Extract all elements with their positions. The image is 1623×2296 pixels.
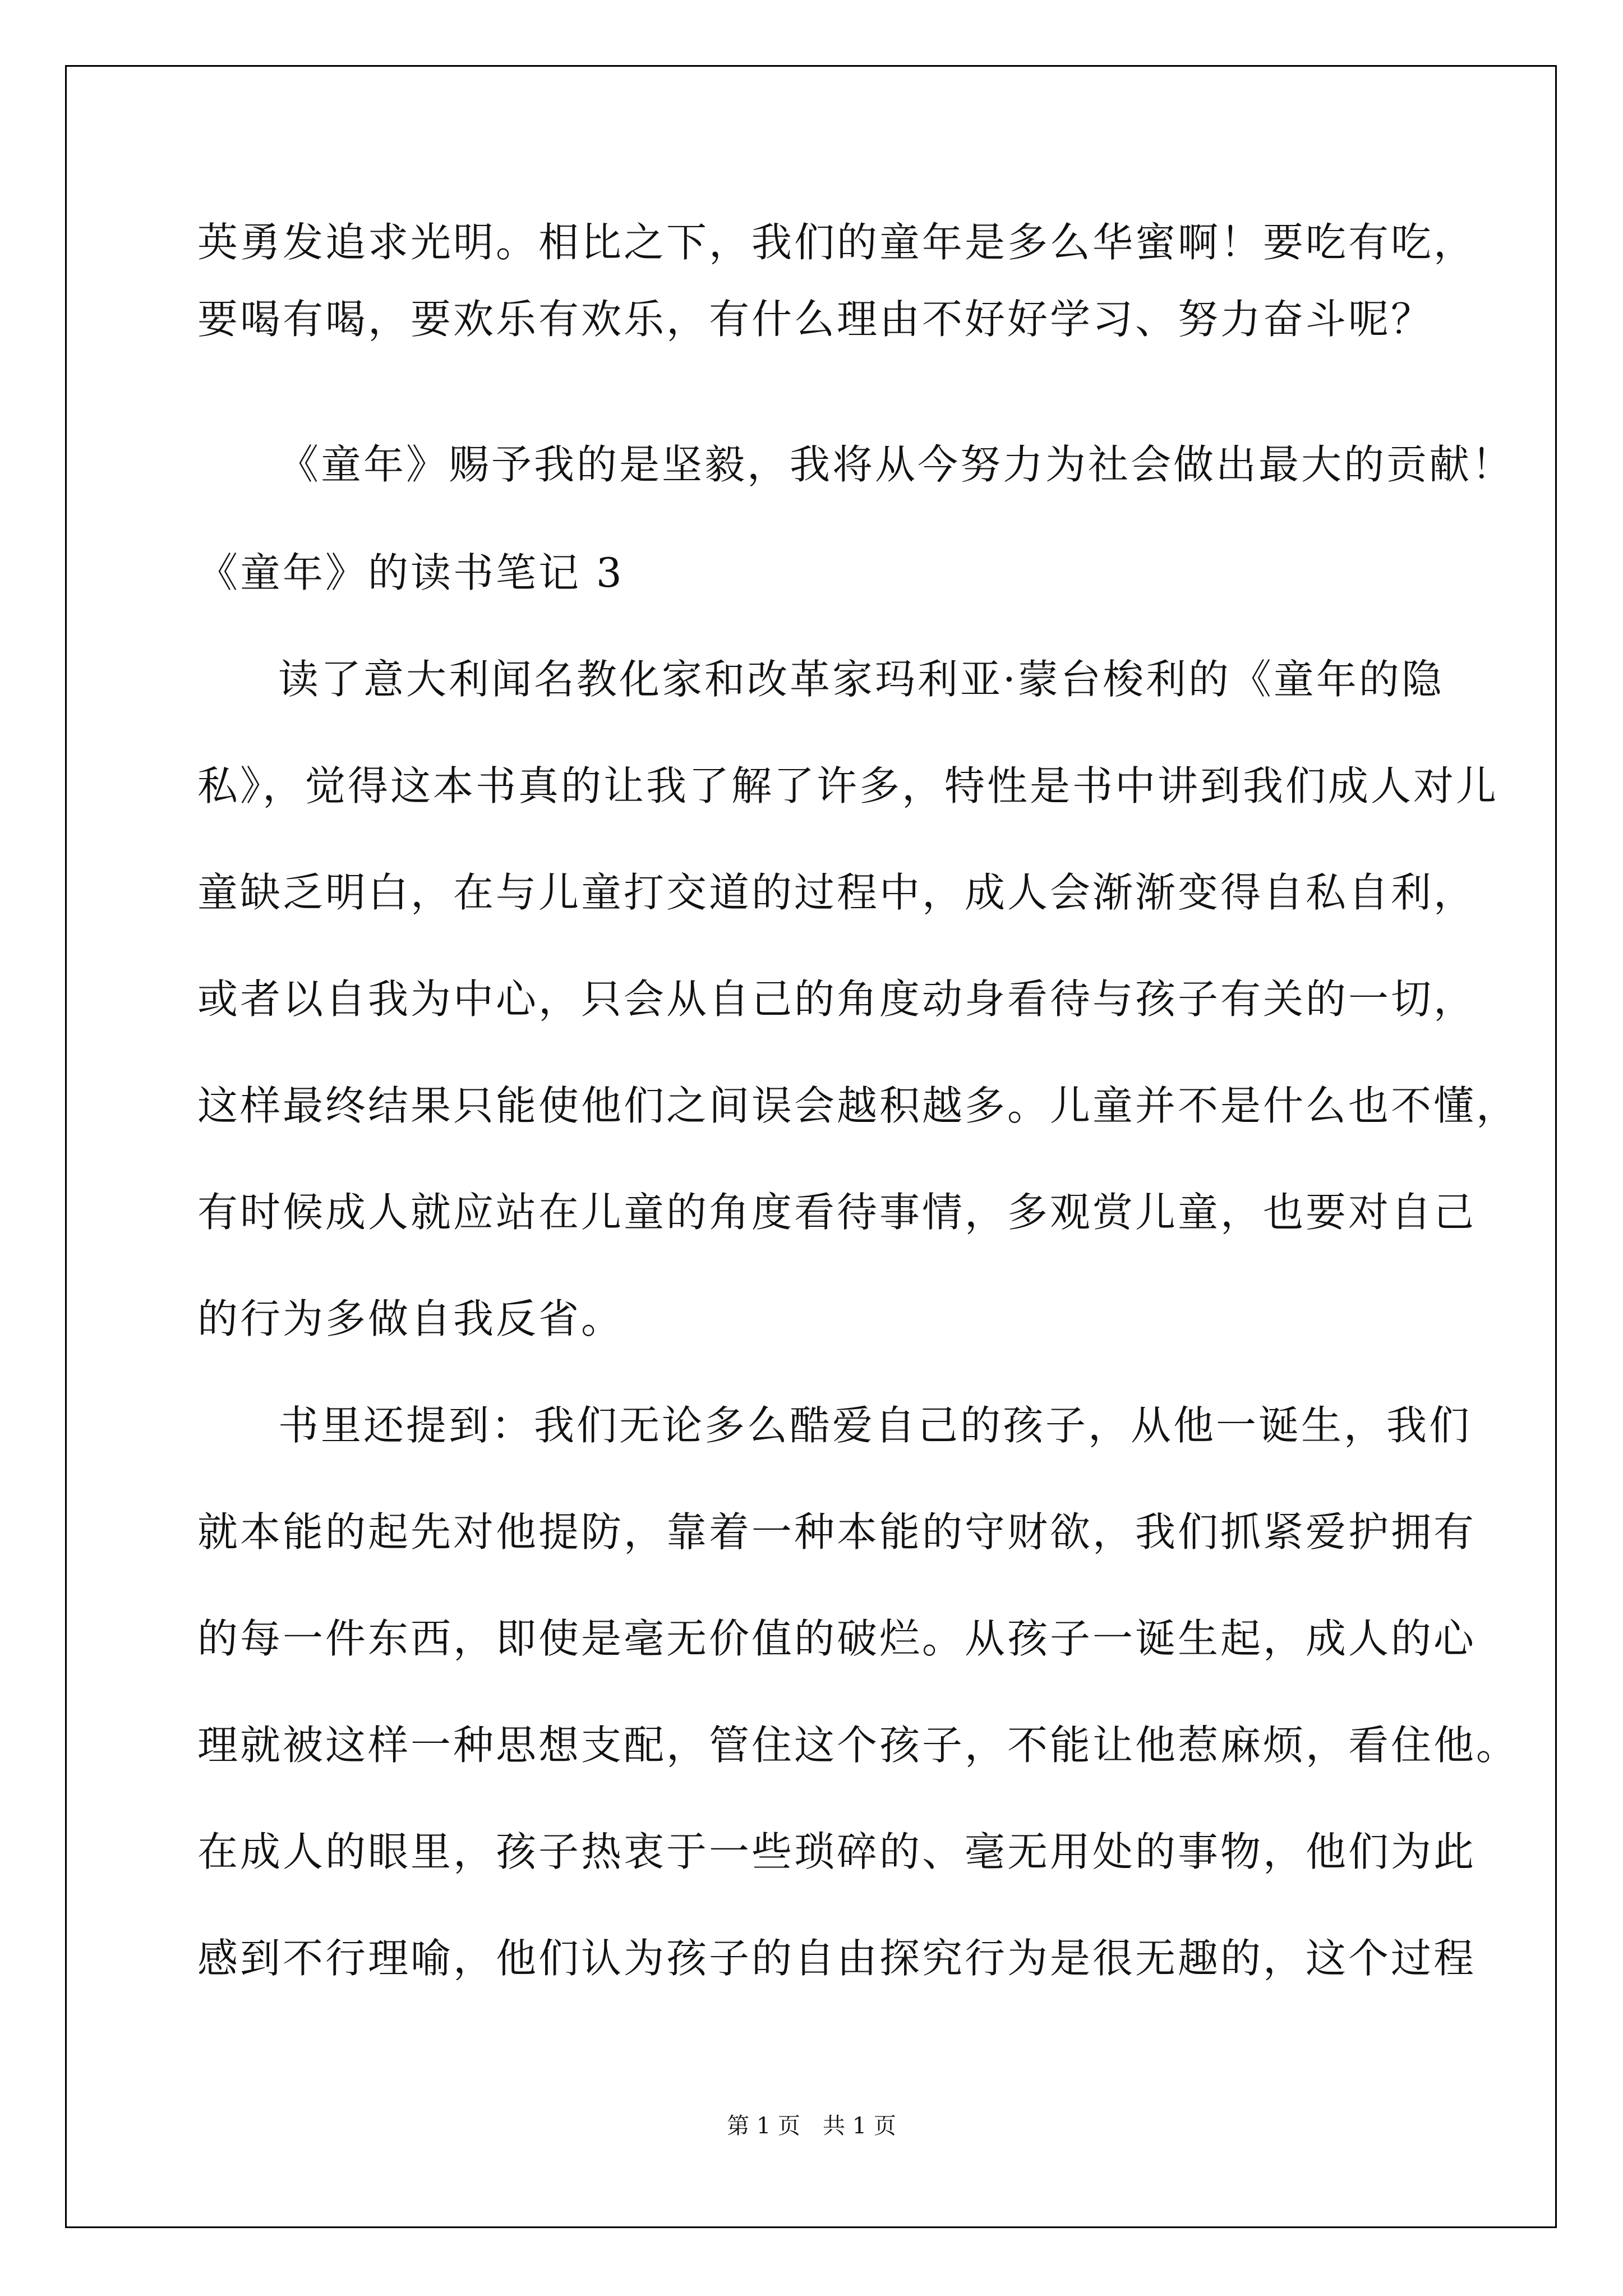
text-line-15: 理就被这样一种思想支配，管住这个孩子，不能让他惹麻烦，看住他。 (197, 1722, 1519, 1769)
text-line-6: 私》，觉得这本书真的让我了解了许多，特性是书中讲到我们成人对儿 (197, 762, 1499, 809)
text-line-2: 要喝有喝，要欢乐有欢乐，有什么理由不好好学习、努力奋斗呢？ (197, 296, 1434, 343)
section-heading: 《童年》的读书笔记 3 (197, 549, 624, 596)
text-line-13: 就本能的起先对他提防，靠着一种本能的守财欲，我们抓紧爱护拥有 (197, 1508, 1477, 1556)
text-line-7: 童缺乏明白，在与儿童打交道的过程中，成人会渐渐变得自私自利， (197, 869, 1477, 916)
text-line-8: 或者以自我为中心，只会从自己的角度动身看待与孩子有关的一切， (197, 976, 1477, 1023)
text-line-10: 有时候成人就应站在儿童的角度看待事情，多观赏儿童，也要对自己 (197, 1189, 1477, 1236)
text-line-11: 的行为多做自我反省。 (197, 1295, 624, 1342)
text-line-5: 读了意大利闻名教化家和改革家玛利亚·蒙台梭利的《童年的隐 (278, 656, 1444, 703)
text-line-12: 书里还提到：我们无论多么酷爱自己的孩子，从他一诞生，我们 (278, 1402, 1472, 1449)
page-footer: 第 1 页 共 1 页 (727, 2113, 896, 2139)
text-line-14: 的每一件东西，即使是毫无价值的破烂。从孩子一诞生起，成人的心 (197, 1615, 1477, 1662)
page-border (65, 65, 1557, 2228)
text-line-16: 在成人的眼里，孩子热衷于一些琐碎的、毫无用处的事物，他们为此 (197, 1828, 1477, 1875)
text-line-3: 《童年》赐予我的是坚毅，我将从今努力为社会做出最大的贡献！ (278, 441, 1515, 488)
text-line-9: 这样最终结果只能使他们之间误会越积越多。儿童并不是什么也不懂， (197, 1082, 1519, 1129)
text-line-17: 感到不行理喻，他们认为孩子的自由探究行为是很无趣的，这个过程 (197, 1935, 1477, 1982)
text-line-1: 英勇发追求光明。相比之下，我们的童年是多么华蜜啊！要吃有吃， (197, 219, 1477, 266)
